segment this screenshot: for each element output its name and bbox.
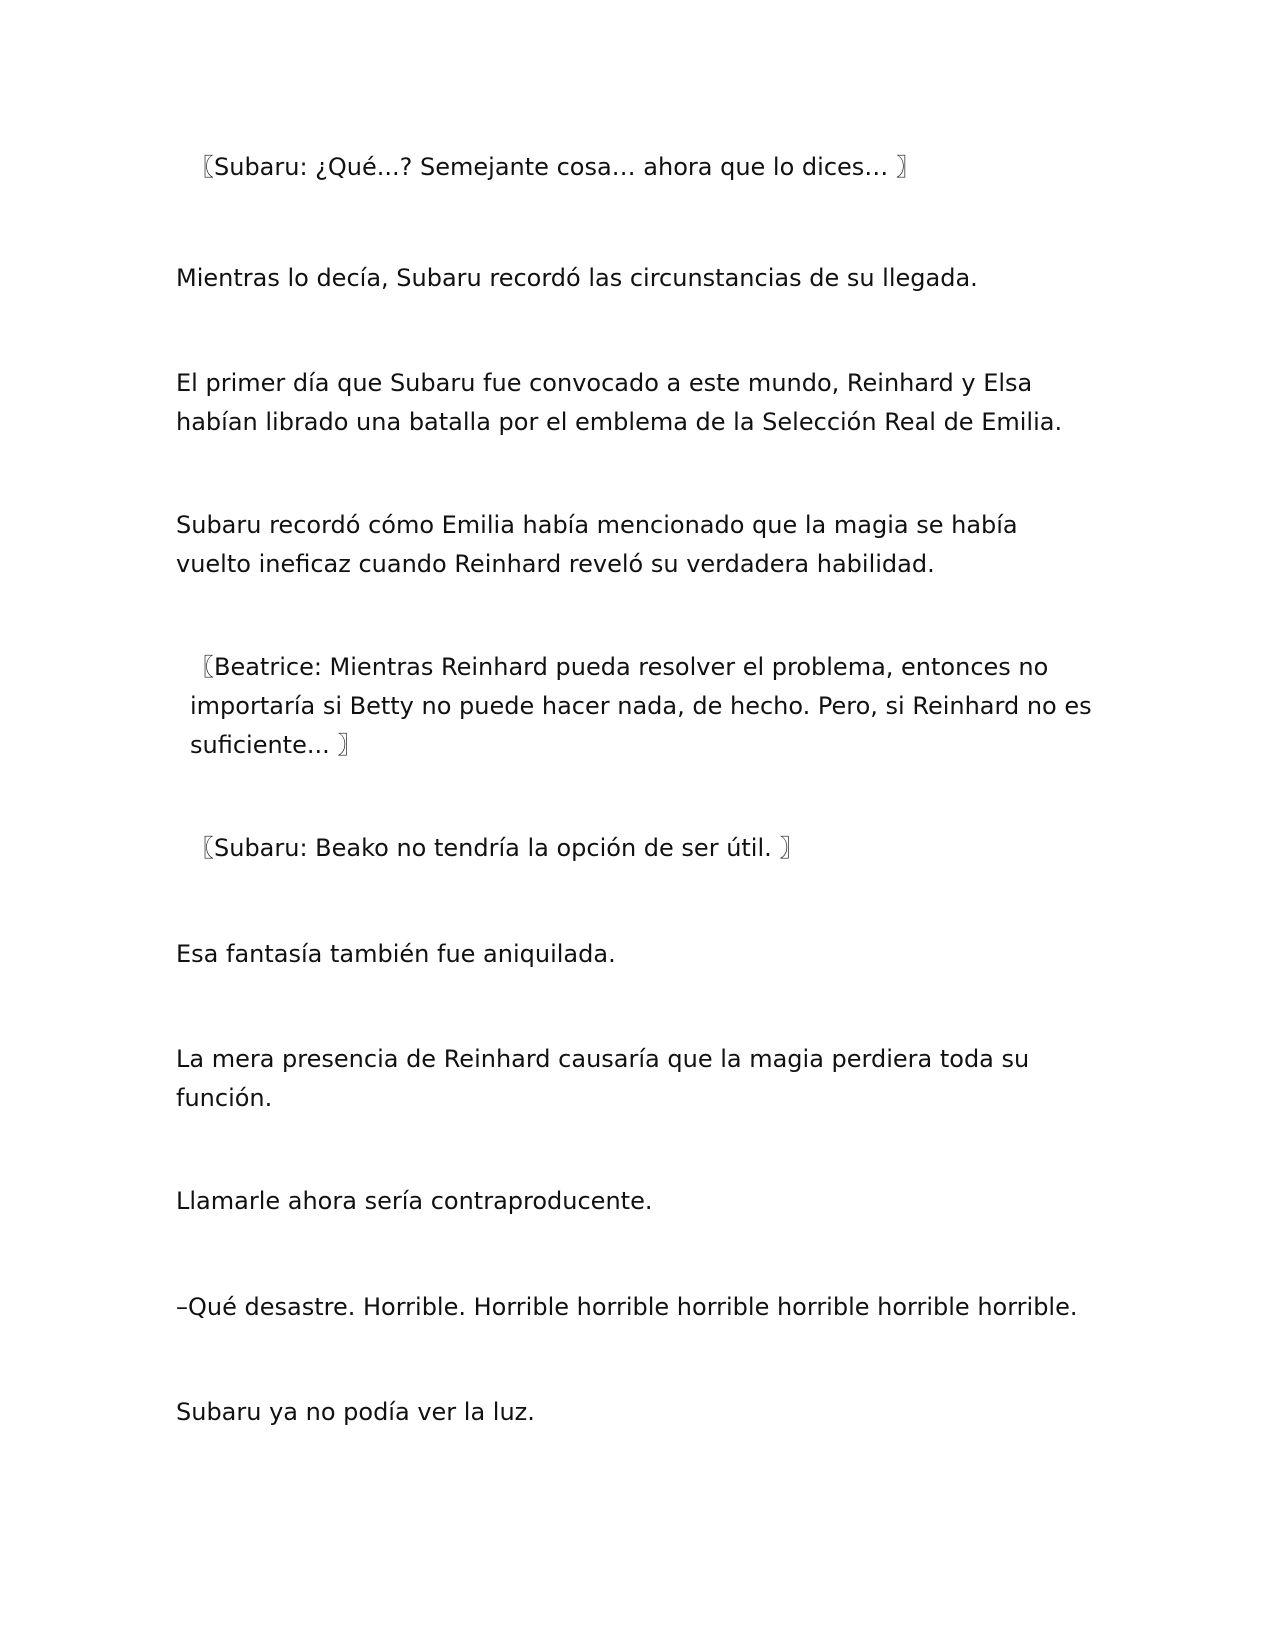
paragraph-8: Subaru ya no podía ver la luz.	[176, 1398, 535, 1426]
paragraph-7: –Qué desastre. Horrible. Horrible horrible horrible horrible horrible horrible.	[176, 1293, 1078, 1321]
paragraph-1: Mientras lo decía, Subaru recordó las circunstancias de su llegada.	[176, 264, 978, 292]
paragraph-beatrice-dialogue: 〖Beatrice: Mientras Reinhard pueda resolver el problema, entonces no importaría si Betty no puede hacer nada, de hecho. Pero, si Reinhard no es suficiente... 〗	[190, 653, 1092, 759]
paragraph-5: La mera presencia de Reinhard causaría que la magia perdiera toda su función.	[176, 1045, 1030, 1112]
paragraph-4: Esa fantasía también fue aniquilada.	[176, 940, 616, 968]
paragraph-3: Subaru recordó cómo Emilia había mencionado que la magia se había vuelto ineficaz cuando Reinhard reveló su verdadera habilidad.	[176, 511, 1018, 578]
paragraph-subaru-dialogue-1: 〖Subaru: ¿Qué...? Semejante cosa… ahora que lo dices… 〗	[190, 153, 920, 181]
paragraph-6: Llamarle ahora sería contraproducente.	[176, 1187, 653, 1215]
paragraph-2: El primer día que Subaru fue convocado a este mundo, Reinhard y Elsa habían librado una batalla por el emblema de la Selección Real de Emilia.	[176, 369, 1063, 436]
paragraph-subaru-dialogue-2: 〖Subaru: Beako no tendría la opción de ser útil. 〗	[190, 834, 804, 862]
